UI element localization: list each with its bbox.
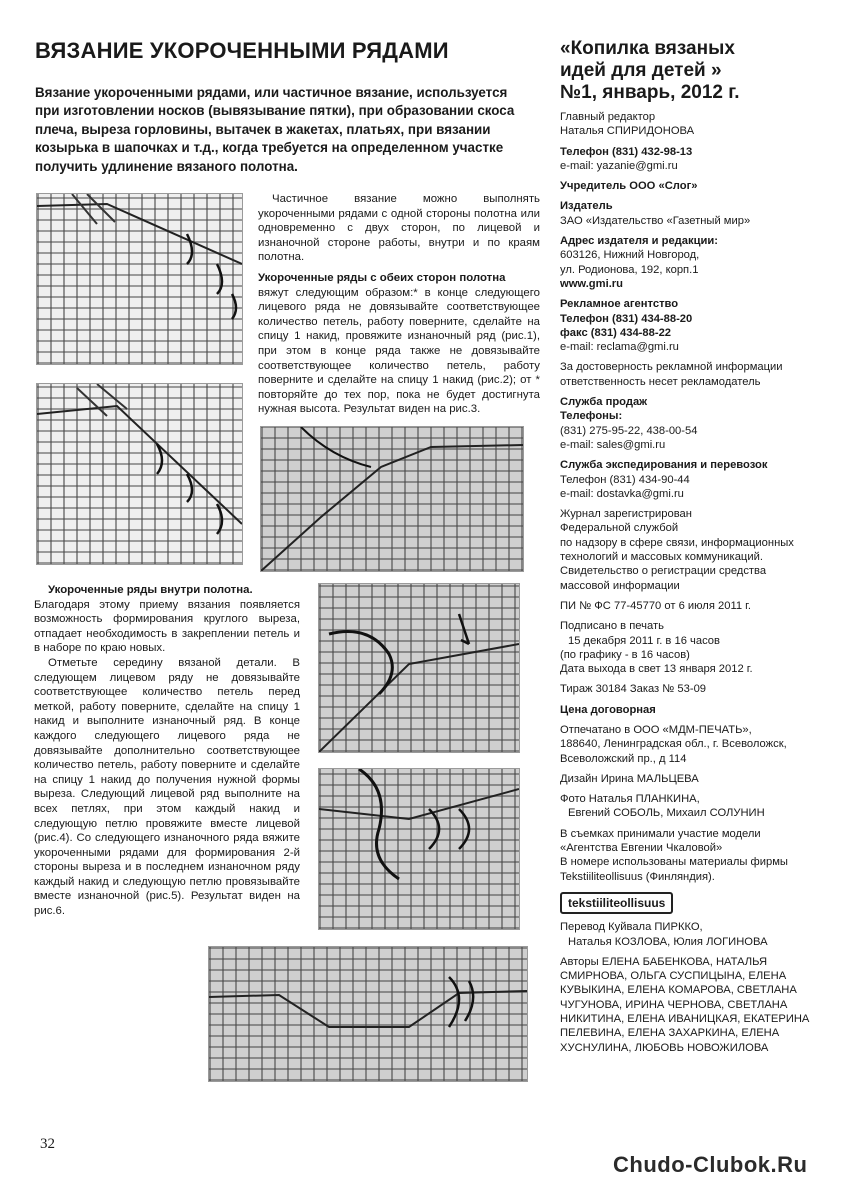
- paragraph: Частичное вязание можно выполнять укороченными рядами с одной стороны полотна или одновременно с двух сторон, по лицевой и изнаночной стороне работы, внутри и по краям полотна.: [258, 193, 540, 264]
- masthead-line: Перевод Куйвала ПИРККО,: [560, 921, 703, 934]
- masthead-line: ЧУГУНОВА, ИРИНА ЧЕРНОВА, СВЕТЛАНА: [560, 998, 788, 1011]
- watermark: Chudo-Clubok.Ru: [613, 1152, 808, 1177]
- article-intro: Вязание укороченными рядами, или частичное вязание, используется при изготовлении носков (вывязывание пятки), при образовании скоса плеча, выреза горловины, вытачек в жакетах, платьях, при вязании козырька в шапочках и т.д., когда требуется на определенном участке получить удлинение вязаного полотна.: [35, 85, 515, 174]
- masthead-line: ответственность несет рекламодатель: [560, 375, 761, 388]
- masthead-line: e-mail: yazanie@gmi.ru: [560, 159, 678, 172]
- figure-6-knitting: [208, 946, 528, 1082]
- masthead-line: Авторы ЕЛЕНА БАБЕНКОВА, НАТАЛЬЯ: [560, 955, 768, 968]
- masthead-line: факс (831) 434-88-22: [560, 326, 672, 339]
- masthead-line: (831) 275-95-22, 438-00-54: [560, 424, 698, 437]
- magazine-title: «Копилка вязаных идей для детей » №1, январь, 2012 г.: [560, 38, 830, 104]
- column-1-text: [258, 192, 540, 417]
- paragraph: Благодаря этому приему вязания появляется возможность формирования круглого выреза, отпадает необходимость в закреплении петель и в наборе по краю новых.: [34, 598, 300, 655]
- masthead-line: Служба продаж: [560, 396, 648, 409]
- masthead-line: 603126, Нижний Новгород,: [560, 249, 700, 262]
- masthead-line: ХУСНУЛИНА, ЛЮБОВЬ НОВОЖИЛОВА: [560, 1041, 769, 1054]
- masthead-line: Тираж 30184 Заказ № 53-09: [560, 683, 707, 696]
- masthead-line: Телефон (831) 434-90-44: [560, 473, 690, 486]
- masthead-line: www.gmi.ru: [560, 277, 623, 290]
- section-heading: Укороченные ряды с обеих сторон полотна: [258, 271, 506, 284]
- masthead-line: НИКИТИНА, ЕЛЕНА ИВАНИЦКАЯ, ЕКАТЕРИНА: [560, 1013, 810, 1026]
- masthead-line: Журнал зарегистрирован: [560, 508, 692, 521]
- masthead-line: Телефоны:: [560, 410, 623, 423]
- masthead-line: 188640, Ленинградская обл., г. Всеволожск,: [560, 738, 787, 751]
- masthead-line: ул. Родионова, 192, корп.1: [560, 263, 699, 276]
- masthead-line: Tekstiiliteollisuus (Финляндия).: [560, 870, 715, 883]
- paragraph: вяжут следующим образом:* в конце следующего лицевого ряда не довязывайте соответствующее количество петель, работу поверните, сделайте на спицу 1 накид, провяжите изнаночный ряд (рис.1), при этом в конце ряда также не довязывайте соответствующее количество петель, работу поверните и сделайте на спицу 1 накид (рис.2); от * повторяйте до тех пор, пока не будет достигнута нужная высота. Результат виден на рис.3.: [258, 286, 540, 416]
- masthead-line: (по графику - в 16 часов): [560, 648, 690, 661]
- masthead-line: Свидетельство о регистрации средства: [560, 565, 767, 578]
- issue-info: №1, январь, 2012 г.: [560, 82, 740, 103]
- masthead-sidebar: [560, 38, 830, 1055]
- masthead-line: СМИРНОВА, ОЛЬГА СУСПИЦЫНА, ЕЛЕНА: [560, 970, 787, 983]
- masthead-line: e-mail: dostavka@gmi.ru: [560, 487, 684, 500]
- masthead-line: Главный редактор: [560, 111, 656, 123]
- masthead-line: e-mail: reclama@gmi.ru: [560, 341, 679, 354]
- masthead-line: технологий и массовых коммуникаций.: [560, 551, 763, 564]
- masthead-line: Подписано в печать: [560, 620, 664, 633]
- page-number: 32: [40, 1136, 55, 1152]
- masthead-line: ЗАО «Издательство «Газетный мир»: [560, 214, 751, 227]
- masthead-line: Наталья КОЗЛОВА, Юлия ЛОГИНОВА: [568, 935, 768, 948]
- masthead-line: Рекламное агентство: [560, 298, 679, 311]
- figure-5-knitting: [318, 768, 520, 930]
- figure-1-knitting: [36, 193, 243, 365]
- figure-2-knitting: [36, 383, 243, 565]
- masthead-line: За достоверность рекламной информации: [560, 361, 783, 374]
- figure-4-knitting: [318, 583, 520, 753]
- masthead-line: ПЕЛЕВИНА, ЕЛЕНА ЗАХАРКИНА, ЕЛЕНА: [560, 1027, 780, 1040]
- masthead-line: по надзору в сфере связи, информационных: [560, 536, 794, 549]
- masthead-line: Телефон (831) 432-98-13: [560, 145, 693, 158]
- column-2-text: [34, 583, 300, 919]
- masthead-line: Наталья СПИРИДОНОВА: [560, 125, 695, 138]
- masthead-line: Адрес издателя и редакции:: [560, 235, 718, 248]
- masthead-line: Всеволожский пр., д 114: [560, 752, 687, 765]
- masthead-line: В съемках принимали участие модели: [560, 827, 761, 840]
- credits: [560, 920, 830, 1055]
- masthead-line: массовой информации: [560, 579, 680, 592]
- masthead-line: Отпечатано в ООО «МДМ-ПЕЧАТЬ»,: [560, 723, 752, 736]
- masthead-line: Издатель: [560, 200, 613, 213]
- masthead-line: Служба экспедирования и перевозок: [560, 459, 768, 472]
- masthead-lines: [560, 110, 830, 884]
- section-heading: Укороченные ряды внутри полотна.: [48, 584, 253, 596]
- masthead-line: «Агентства Евгении Чкаловой»: [560, 842, 723, 855]
- article-title: ВЯЗАНИЕ УКОРОЧЕННЫМИ РЯДАМИ: [35, 38, 449, 63]
- masthead-line: Цена договорная: [560, 703, 656, 716]
- figure-3-knitting: [260, 426, 524, 572]
- masthead-line: Учредитель ООО «Слог»: [560, 180, 698, 193]
- masthead-line: Евгений СОБОЛЬ, Михаил СОЛУНИН: [568, 807, 765, 820]
- brand-logo: tekstiiliteollisuus: [560, 892, 673, 914]
- masthead-line: e-mail: sales@gmi.ru: [560, 438, 666, 451]
- masthead-line: Дата выхода в свет 13 января 2012 г.: [560, 663, 753, 676]
- masthead-line: 15 декабря 2011 г. в 16 часов: [568, 634, 720, 647]
- masthead-line: Фото Наталья ПЛАНКИНА,: [560, 793, 700, 806]
- masthead-line: Дизайн Ирина МАЛЬЦЕВА: [560, 772, 699, 785]
- masthead-line: ПИ № ФС 77-45770 от 6 июля 2011 г.: [560, 599, 751, 612]
- paragraph: Отметьте середину вязаной детали. В следующем лицевом ряду не довязывайте соответствующее количество петель перед меткой, работу поверните, сделайте на спицу 1 накид и выполните изнаночный ряд. В конце каждого следующего лицевого ряда не довязывайте дополнительно соответствующее количество петель, работу поверните и сделайте на спицу 1 накид до получения нужной формы выреза. Следующий лицевой ряд выполните на всех петлях, при этом каждый накид и следующую петлю провяжите вместе лицевой (рис.4). Со следующего изнаночного ряда вяжите укороченными рядами для формирования 2-й стороны выреза и в последнем изнаночном ряду каждый накид и следующую петлю провязывайте вместе изнаночной (рис.5). Результат виден на рис.6.: [34, 656, 300, 918]
- masthead-line: Телефон (831) 434-88-20: [560, 312, 693, 325]
- masthead-line: Федеральной службой: [560, 522, 679, 535]
- masthead-line: В номере использованы материалы фирмы: [560, 856, 788, 869]
- masthead-line: КУВЫКИНА, ЕЛЕНА КОМАРОВА, СВЕТЛАНА: [560, 984, 797, 997]
